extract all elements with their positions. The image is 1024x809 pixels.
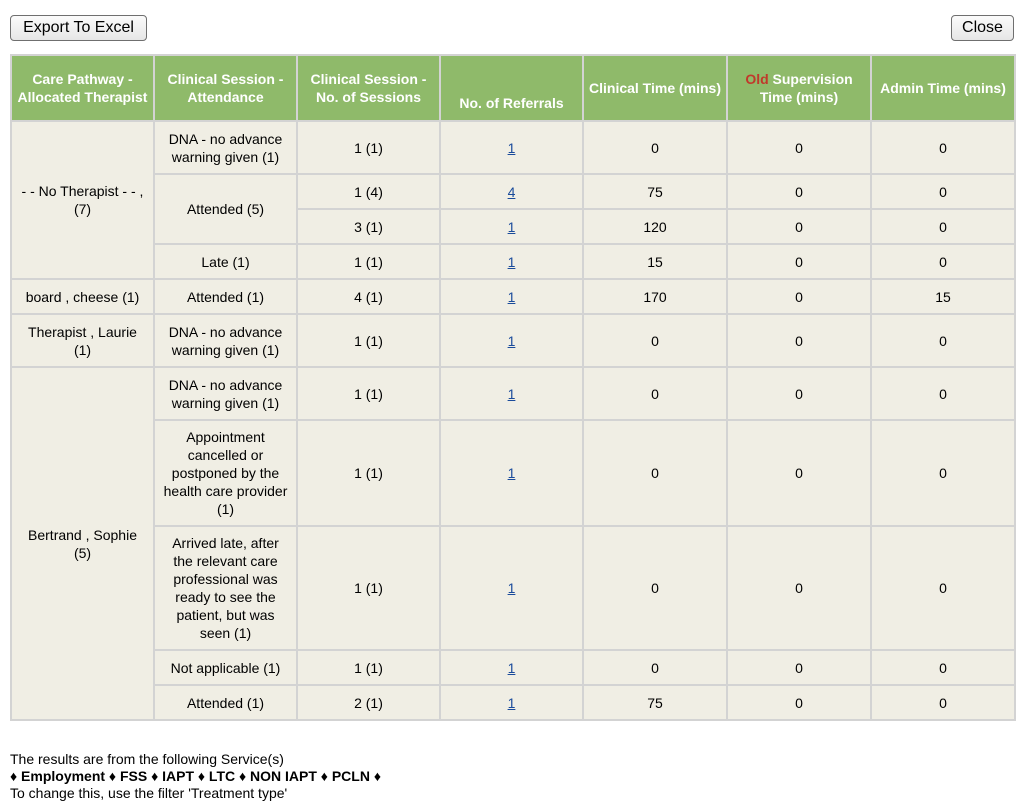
table-row xyxy=(11,526,1015,650)
footer-note xyxy=(10,751,381,802)
table-row xyxy=(11,244,1015,279)
attendance-cell: Not applicable (1) xyxy=(154,650,297,685)
table-row xyxy=(11,420,1015,526)
referrals-cell xyxy=(440,420,583,526)
supervision-time-cell: 0 xyxy=(727,279,871,314)
footer-filter-hint: To change this, use the filter 'Treatment type' xyxy=(10,785,288,801)
table-row xyxy=(11,367,1015,420)
referrals-link[interactable]: 1 xyxy=(507,139,516,156)
header-admin-time[interactable]: Admin Time (mins) xyxy=(871,55,1015,121)
therapist-cell: Bertrand , Sophie (5) xyxy=(11,367,154,720)
referrals-cell xyxy=(440,526,583,650)
referrals-link[interactable]: 1 xyxy=(507,659,516,676)
admin-time-cell: 0 xyxy=(871,367,1015,420)
header-referrals[interactable]: No. of Referrals xyxy=(440,55,583,121)
clinical-time-cell: 0 xyxy=(583,650,727,685)
table-row xyxy=(11,314,1015,367)
sessions-cell: 3 (1) xyxy=(297,209,440,244)
referrals-link[interactable]: 4 xyxy=(507,183,516,200)
clinical-time-cell: 0 xyxy=(583,314,727,367)
sessions-cell: 1 (1) xyxy=(297,367,440,420)
admin-time-cell: 0 xyxy=(871,420,1015,526)
referrals-cell xyxy=(440,209,583,244)
clinical-time-cell: 15 xyxy=(583,244,727,279)
attendance-cell: Arrived late, after the relevant care professional was ready to see the patient, but was seen (1) xyxy=(154,526,297,650)
sessions-cell: 1 (1) xyxy=(297,650,440,685)
sessions-cell: 1 (1) xyxy=(297,420,440,526)
supervision-time-cell: 0 xyxy=(727,121,871,174)
attendance-cell: Attended (1) xyxy=(154,685,297,720)
attendance-cell: Appointment cancelled or postponed by the health care provider (1) xyxy=(154,420,297,526)
therapist-cell: board , cheese (1) xyxy=(11,279,154,314)
export-to-excel-button[interactable]: Export To Excel xyxy=(10,15,147,41)
clinical-time-cell: 75 xyxy=(583,174,727,209)
sessions-cell: 1 (1) xyxy=(297,314,440,367)
table-row xyxy=(11,685,1015,720)
referrals-cell xyxy=(440,685,583,720)
supervision-time-cell: 0 xyxy=(727,367,871,420)
supervision-time-cell: 0 xyxy=(727,685,871,720)
attendance-cell: Attended (5) xyxy=(154,174,297,244)
supervision-time-cell: 0 xyxy=(727,314,871,367)
table-row xyxy=(11,279,1015,314)
attendance-cell: DNA - no advance warning given (1) xyxy=(154,121,297,174)
attendance-cell: DNA - no advance warning given (1) xyxy=(154,314,297,367)
sessions-cell: 2 (1) xyxy=(297,685,440,720)
attendance-cell: DNA - no advance warning given (1) xyxy=(154,367,297,420)
referrals-link[interactable]: 1 xyxy=(507,253,516,270)
old-label: Old xyxy=(745,71,769,87)
admin-time-cell: 0 xyxy=(871,650,1015,685)
header-sessions[interactable]: Clinical Session - No. of Sessions xyxy=(297,55,440,121)
therapist-cell: Therapist , Laurie (1) xyxy=(11,314,154,367)
header-clinical-time[interactable]: Clinical Time (mins) xyxy=(583,55,727,121)
footer-services-list: ♦ Employment ♦ FSS ♦ IAPT ♦ LTC ♦ NON IAPT ♦ PCLN ♦ xyxy=(10,768,381,784)
supervision-time-cell: 0 xyxy=(727,244,871,279)
admin-time-cell: 0 xyxy=(871,174,1015,209)
header-care-pathway[interactable]: Care Pathway - Allocated Therapist xyxy=(11,55,154,121)
admin-time-cell: 0 xyxy=(871,685,1015,720)
referrals-cell xyxy=(440,244,583,279)
clinical-time-cell: 170 xyxy=(583,279,727,314)
report-table xyxy=(10,54,1016,721)
therapist-cell: - - No Therapist - - , (7) xyxy=(11,121,154,279)
sessions-cell: 1 (1) xyxy=(297,121,440,174)
table-row xyxy=(11,174,1015,209)
supervision-time-cell: 0 xyxy=(727,420,871,526)
admin-time-cell: 0 xyxy=(871,244,1015,279)
supervision-time-cell: 0 xyxy=(727,526,871,650)
supervision-time-cell: 0 xyxy=(727,650,871,685)
referrals-link[interactable]: 1 xyxy=(507,385,516,402)
attendance-cell: Attended (1) xyxy=(154,279,297,314)
referrals-cell xyxy=(440,279,583,314)
close-button[interactable]: Close xyxy=(951,15,1014,41)
sessions-cell: 1 (4) xyxy=(297,174,440,209)
sessions-cell: 4 (1) xyxy=(297,279,440,314)
supervision-label: Supervision Time (mins) xyxy=(759,71,853,105)
referrals-cell xyxy=(440,314,583,367)
admin-time-cell: 0 xyxy=(871,526,1015,650)
admin-time-cell: 0 xyxy=(871,209,1015,244)
referrals-link[interactable]: 1 xyxy=(507,288,516,305)
table-header-row xyxy=(11,55,1015,121)
table-row xyxy=(11,650,1015,685)
referrals-link[interactable]: 1 xyxy=(507,218,516,235)
header-attendance[interactable]: Clinical Session - Attendance xyxy=(154,55,297,121)
referrals-cell xyxy=(440,367,583,420)
clinical-time-cell: 0 xyxy=(583,420,727,526)
referrals-link[interactable]: 1 xyxy=(507,580,516,596)
admin-time-cell: 15 xyxy=(871,279,1015,314)
admin-time-cell: 0 xyxy=(871,121,1015,174)
referrals-cell xyxy=(440,174,583,209)
admin-time-cell: 0 xyxy=(871,314,1015,367)
sessions-cell: 1 (1) xyxy=(297,244,440,279)
clinical-time-cell: 0 xyxy=(583,526,727,650)
table-row xyxy=(11,121,1015,174)
footer-services-intro: The results are from the following Service(s) xyxy=(10,751,284,767)
supervision-time-cell: 0 xyxy=(727,174,871,209)
clinical-time-cell: 0 xyxy=(583,367,727,420)
clinical-time-cell: 120 xyxy=(583,209,727,244)
referrals-cell xyxy=(440,650,583,685)
referrals-link[interactable]: 1 xyxy=(507,332,516,349)
supervision-time-cell: 0 xyxy=(727,209,871,244)
clinical-time-cell: 0 xyxy=(583,121,727,174)
attendance-cell: Late (1) xyxy=(154,244,297,279)
sessions-cell: 1 (1) xyxy=(297,526,440,650)
referrals-link[interactable]: 1 xyxy=(507,694,516,711)
header-supervision-time[interactable] xyxy=(727,55,871,121)
clinical-time-cell: 75 xyxy=(583,685,727,720)
referrals-cell xyxy=(440,121,583,174)
referrals-link[interactable]: 1 xyxy=(507,465,516,481)
